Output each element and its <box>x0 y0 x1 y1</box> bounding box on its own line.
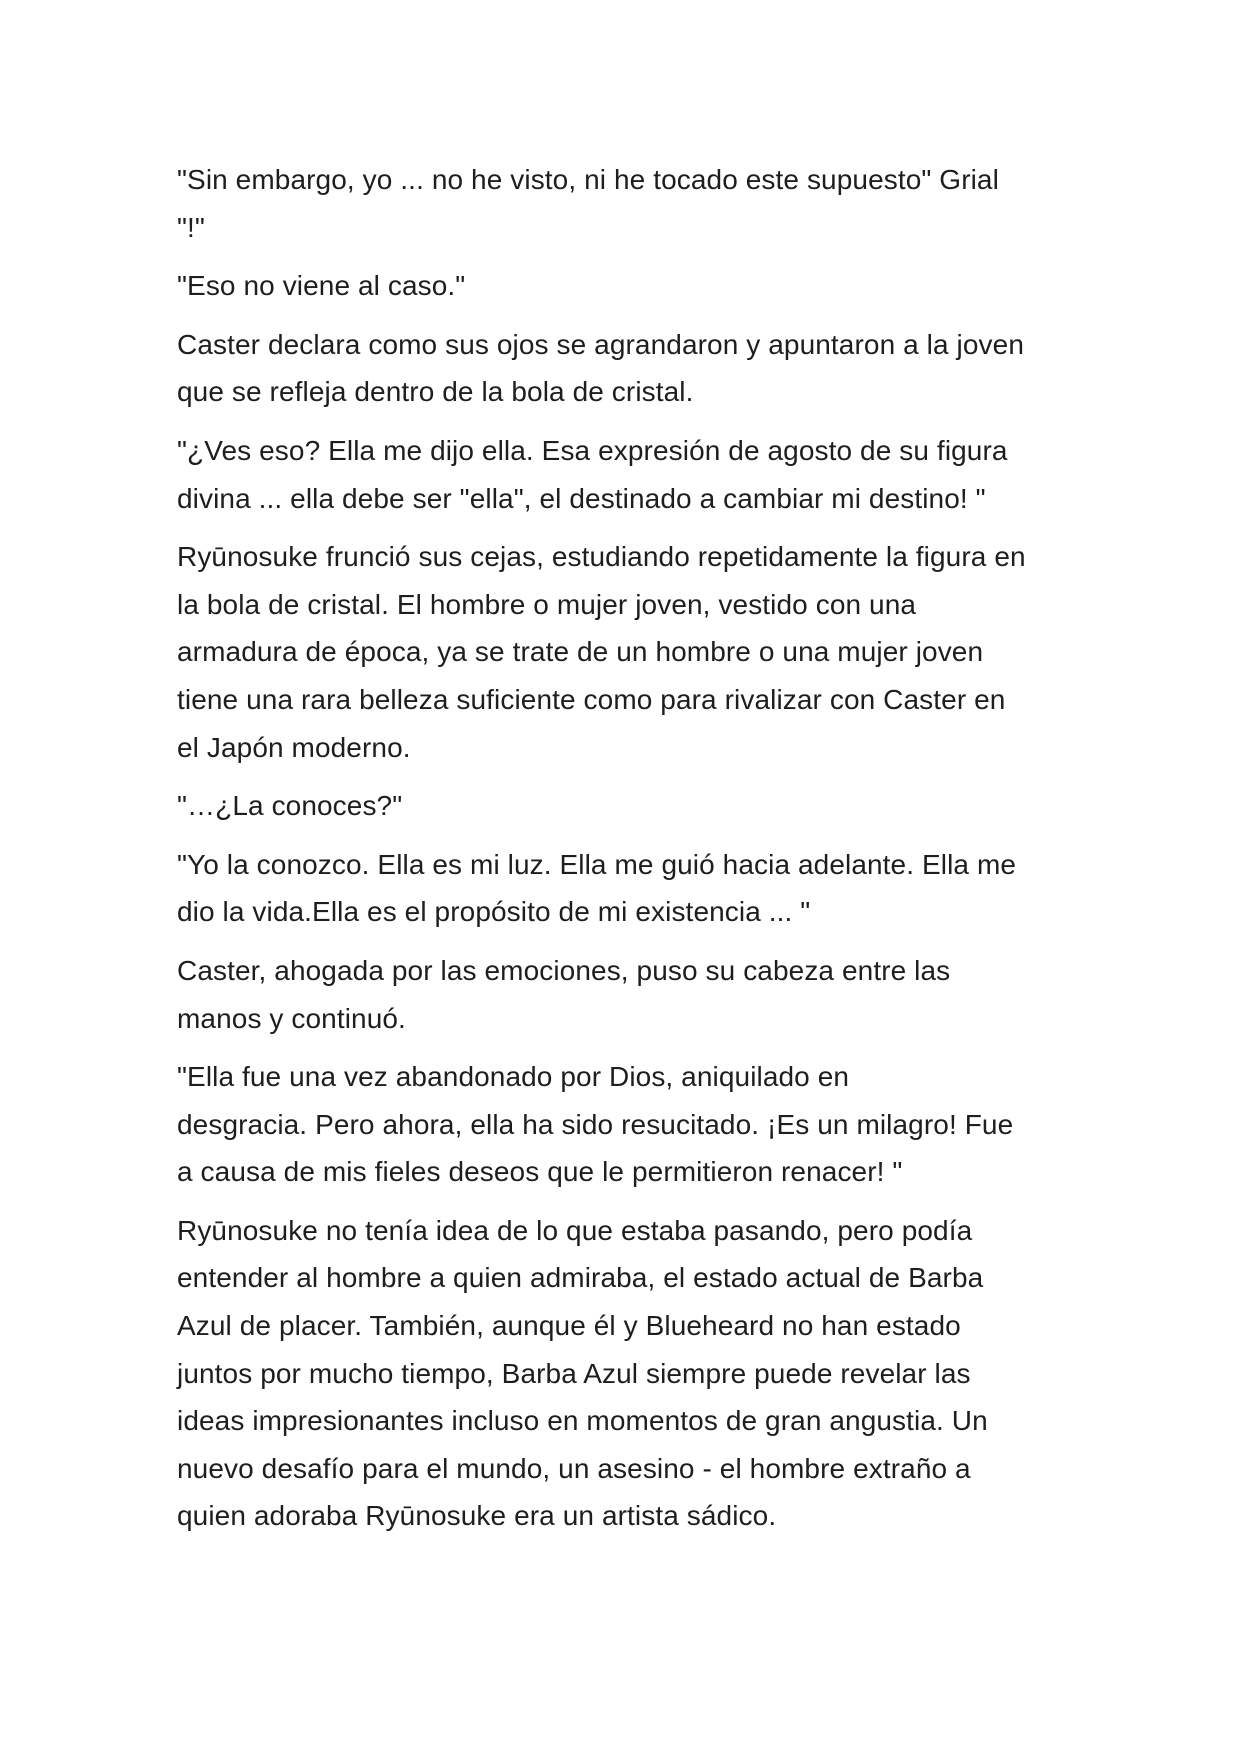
text-line: nuevo desafío para el mundo, un asesino - el hombre extraño a <box>177 1452 971 1484</box>
text-line: ideas impresionantes incluso en momentos de gran angustia. Un <box>177 1405 988 1437</box>
text-line: desgracia. Pero ahora, ella ha sido resucitado. ¡Es un milagro! Fue <box>177 1108 1014 1140</box>
paragraph <box>177 947 1077 1042</box>
text-line: "Eso no viene al caso." <box>177 270 466 302</box>
paragraph <box>177 533 1077 771</box>
text-line: Ryūnosuke no tenía idea de lo que estaba pasando, pero podía <box>177 1214 973 1246</box>
text-line: que se refleja dentro de la bola de cristal. <box>177 376 694 408</box>
text-line: juntos por mucho tiempo, Barba Azul siempre puede revelar las <box>177 1357 971 1389</box>
text-line: armadura de época, ya se trate de un hombre o una mujer joven <box>177 636 984 668</box>
text-line: quien adoraba Ryūnosuke era un artista sádico. <box>177 1500 777 1532</box>
text-line: "!" <box>177 211 205 243</box>
text-line: Caster declara como sus ojos se agrandaron y apuntaron a la joven <box>177 328 1024 360</box>
text-line: dio la vida.Ella es el propósito de mi existencia ... " <box>177 896 811 928</box>
text-line: manos y continuó. <box>177 1002 406 1034</box>
text-line: "…¿La conoces?" <box>177 790 403 822</box>
text-line: "Sin embargo, yo ... no he visto, ni he tocado este supuesto" Grial <box>177 164 999 195</box>
paragraph <box>177 782 1077 830</box>
text-line: Azul de placer. También, aunque él y Blueheard no han estado <box>177 1310 961 1342</box>
text-line: Ryūnosuke frunció sus cejas, estudiando repetidamente la figura en <box>177 541 1026 573</box>
paragraph <box>177 427 1077 522</box>
text-line: el Japón moderno. <box>177 731 411 763</box>
text-line: "Yo la conozco. Ella es mi luz. Ella me guió hacia adelante. Ella me <box>177 848 1017 880</box>
text-line: "Ella fue una vez abandonado por Dios, aniquilado en <box>177 1061 850 1093</box>
text-line: "¿Ves eso? Ella me dijo ella. Esa expresión de agosto de su figura <box>177 434 1008 466</box>
text-line: entender al hombre a quien admiraba, el estado actual de Barba <box>177 1262 984 1294</box>
text-line: a causa de mis fieles deseos que le permitieron renacer! " <box>177 1156 903 1188</box>
text-line: tiene una rara belleza suficiente como para rivalizar con Caster en <box>177 683 1006 715</box>
text-line: la bola de cristal. El hombre o mujer joven, vestido con una <box>177 588 917 620</box>
paragraph <box>177 1053 1077 1196</box>
paragraph <box>177 321 1077 416</box>
text-line: Caster, ahogada por las emociones, puso su cabeza entre las <box>177 954 951 986</box>
paragraph <box>177 1207 1077 1540</box>
paragraph <box>177 156 1077 251</box>
paragraph <box>177 262 1077 310</box>
text-line: divina ... ella debe ser "ella", el destinado a cambiar mi destino! " <box>177 482 986 514</box>
body-text <box>177 156 1077 1551</box>
paragraph <box>177 841 1077 936</box>
